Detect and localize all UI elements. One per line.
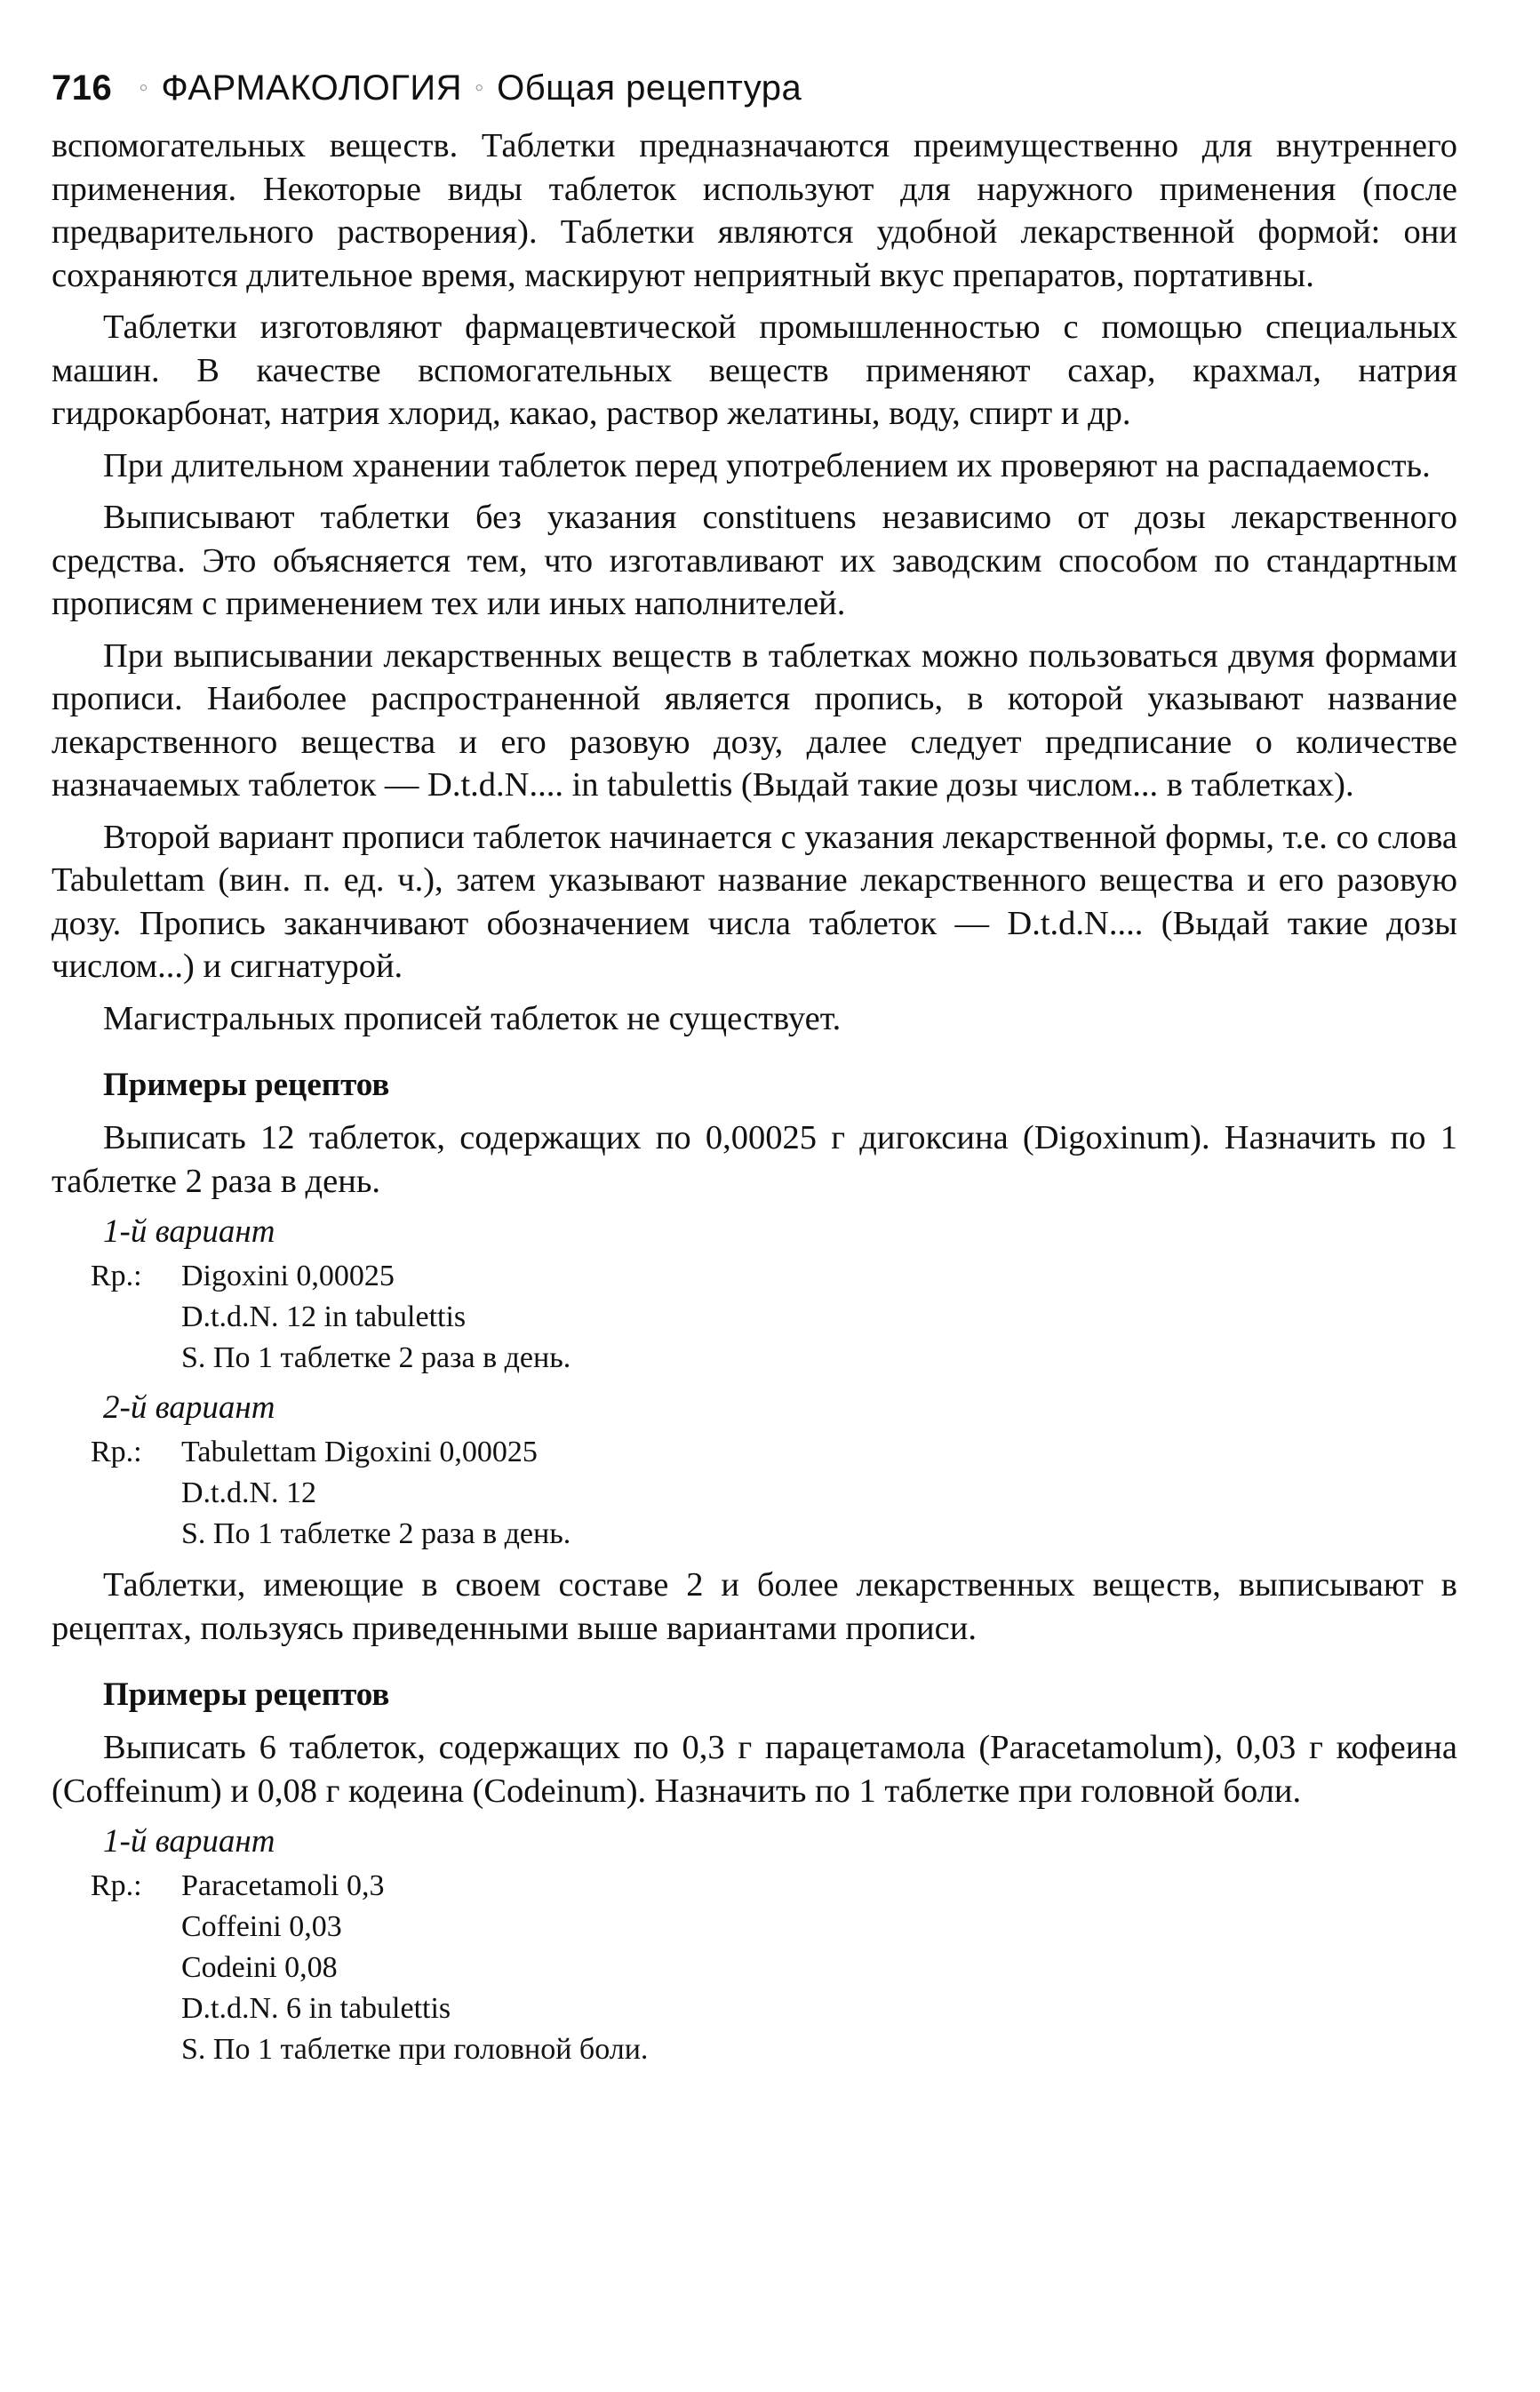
paragraph: При выписывании лекарственных веществ в таблетках можно пользоваться двумя формами прописи. Наиболее распространенной является пропись, в которой указывают название лекарственного вещества и его разовую дозу, далее следует предписание о количестве назначаемых таблеток — D.t.d.N.... in tabulettis (Выдай такие дозы числом... в таблетках). <box>52 636 1457 804</box>
signatura-line: S. По 1 таблетке 2 раза в день. <box>181 1341 571 1374</box>
paragraph: Магистральных прописей таблеток не существует. <box>103 999 842 1037</box>
body-text <box>52 124 1457 2070</box>
rp-label: Rp.: <box>91 1869 142 1902</box>
signatura-line: S. По 1 таблетке при головной боли. <box>181 2033 649 2066</box>
example-task: Выписать 6 таблеток, содержащих по 0,3 г парацетамола (Paracetamolum), 0,03 г кофеина (Coffeinum) и 0,08 г кодеина (Codeinum). Назначить по 1 таблетке при головной боли. <box>52 1729 1457 1810</box>
running-head <box>52 52 1457 124</box>
prescription <box>52 1256 1457 1379</box>
prescription-line: Tabulettam Digoxini 0,00025 <box>181 1436 538 1468</box>
prescription-line: Codeini 0,08 <box>181 1951 338 1984</box>
paragraph: При длительном хранении таблеток перед употреблением их проверяют на распадаемость. <box>103 446 1431 484</box>
prescription-line: D.t.d.N. 6 in tabulettis <box>181 1992 451 2025</box>
page-number: 716 <box>52 68 113 108</box>
variant-title: 2-й вариант <box>103 1389 275 1426</box>
variant-title: 1-й вариант <box>103 1823 275 1860</box>
prescription-line: Digoxini 0,00025 <box>181 1260 395 1292</box>
example-task: Выписать 12 таблеток, содержащих по 0,00025 г дигоксина (Digoxinum). Назначить по 1 таблетке 2 раза в день. <box>52 1119 1457 1200</box>
prescription-line: D.t.d.N. 12 <box>181 1476 317 1509</box>
prescription-line: D.t.d.N. 12 in tabulettis <box>181 1300 467 1333</box>
variant-title: 1-й вариант <box>103 1213 275 1250</box>
paragraph: Таблетки, имеющие в своем составе 2 и более лекарственных веществ, выписывают в рецептах, пользуясь приведенными выше вариантами прописи. <box>52 1566 1457 1647</box>
prescription-row <box>52 1432 1457 1473</box>
rp-label: Rp.: <box>91 1260 142 1292</box>
separator-glyph: ◦ <box>139 73 149 102</box>
rp-label: Rp.: <box>91 1436 142 1468</box>
prescription <box>52 1432 1457 1555</box>
section-heading: Примеры рецептов <box>103 1067 390 1103</box>
signatura-line: S. По 1 таблетке 2 раза в день. <box>181 1517 571 1550</box>
book-title: ФАРМАКОЛОГИЯ <box>161 68 463 108</box>
chapter-title: Общая рецептура <box>497 68 802 108</box>
paragraph: вспомогательных веществ. Таблетки предназначаются преимущественно для внутреннего применения. Некоторые виды таблеток используют для наружного применения (после предварительного растворения). Таблетки являются удобной лекарственной формой: они сохраняются длительное время, маскируют неприятный вкус препаратов, портативны. <box>52 127 1457 294</box>
book-page <box>52 52 1457 2079</box>
section-heading: Примеры рецептов <box>103 1676 390 1713</box>
prescription-row <box>52 1256 1457 1297</box>
separator-glyph: ◦ <box>475 73 485 102</box>
prescription <box>52 1866 1457 2070</box>
prescription-row <box>52 1866 1457 1907</box>
paragraph: Таблетки изготовляют фармацевтической промышленностью с помощью специальных машин. В качестве вспомогательных веществ применяют сахар, крахмал, натрия гидрокарбонат, натрия хлорид, какао, раствор желатины, воду, спирт и др. <box>52 308 1457 432</box>
paragraph: Выписывают таблетки без указания constituens независимо от дозы лекарственного средства. Это объясняется тем, что изготавливают их заводским способом по стандартным прописям с применением тех или иных наполнителей. <box>52 499 1457 622</box>
prescription-line: Coffeini 0,03 <box>181 1910 342 1943</box>
paragraph: Второй вариант прописи таблеток начинается с указания лекарственной формы, т.е. со слова Tabulettam (вин. п. ед. ч.), затем указывают название лекарственного вещества и его разовую дозу. Пропись заканчивают обозначением числа таблеток — D.t.d.N.... (Выдай такие дозы числом...) и сигнатурой. <box>52 818 1457 985</box>
prescription-line: Paracetamoli 0,3 <box>181 1869 385 1902</box>
